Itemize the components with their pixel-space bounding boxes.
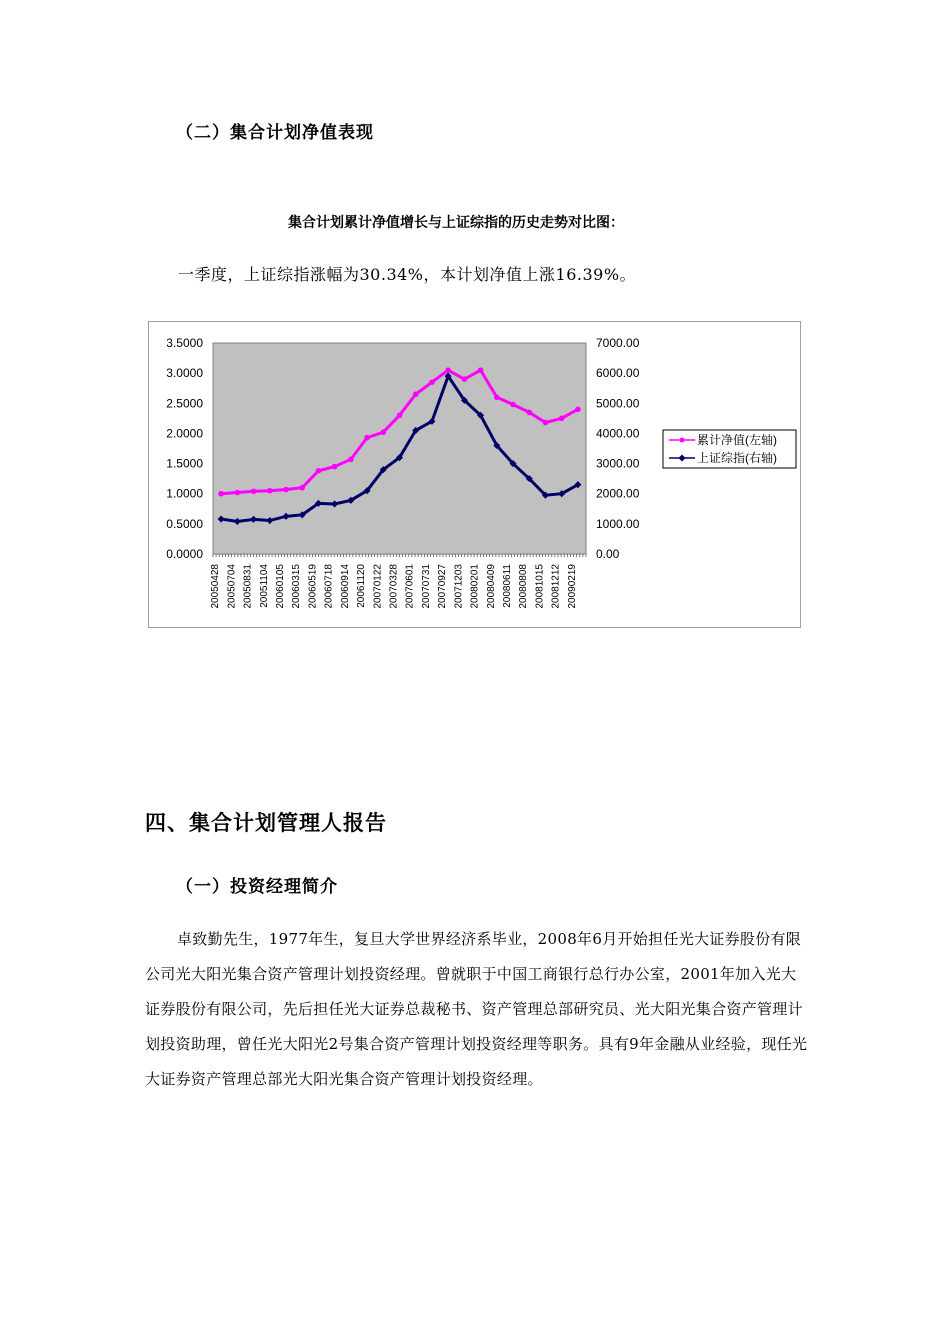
y-left-tick-label: 1.0000 [166,486,203,501]
x-tick-label: 20080409 [485,564,497,609]
section-heading-manager-report: 四、集合计划管理人报告 [145,811,387,835]
series-point-nav [218,491,224,497]
series-point-nav [559,416,565,422]
y-right-tick-label: 5000.00 [596,396,640,411]
legend-label-0: 累计净值(左轴) [697,433,777,447]
y-left-tick-label: 3.5000 [166,336,203,350]
x-tick-label: 20070601 [404,564,416,609]
series-point-nav [462,376,468,382]
y-right-tick-label: 2000.00 [596,486,640,501]
y-right-tick-label: 3000.00 [596,456,640,471]
x-tick-label: 20080808 [518,564,530,609]
y-left-tick-label: 2.0000 [166,426,203,441]
x-tick-label: 20081015 [534,564,546,609]
nav-vs-index-chart [149,322,800,627]
series-point-nav [267,488,273,494]
chart-caption: 集合计划累计净值增长与上证综指的历史走势对比图： [288,215,624,231]
x-tick-label: 20070122 [372,564,384,609]
x-tick-label: 20081212 [550,564,562,609]
x-tick-label: 20060519 [307,564,319,609]
series-point-nav [494,394,500,400]
series-point-nav [526,410,532,416]
series-point-nav [380,429,386,435]
x-tick-label: 20050831 [242,564,254,609]
x-tick-label: 20060718 [323,564,335,609]
x-tick-label: 20060914 [339,564,351,609]
x-tick-label: 20071203 [453,564,465,609]
x-tick-label: 20060315 [291,564,303,609]
section-heading-nav-performance: （二）集合计划净值表现 [176,123,374,143]
y-right-tick-label: 6000.00 [596,366,640,381]
series-point-nav [575,407,581,413]
y-left-tick-label: 1.5000 [166,456,203,471]
y-left-tick-label: 2.5000 [166,396,203,411]
series-point-nav [478,367,484,373]
y-right-tick-label: 4000.00 [596,426,640,441]
y-right-tick-label: 1000.00 [596,516,640,531]
x-tick-label: 20070328 [388,564,400,609]
series-point-nav [429,379,435,385]
legend-marker-nav [680,438,685,443]
section-heading-manager-intro: （一）投资经理简介 [176,877,338,897]
series-point-nav [510,402,516,408]
series-point-nav [235,490,241,496]
manager-bio: 卓致勤先生，1977年生，复旦大学世界经济系毕业，2008年6月开始担任光大证券股份有限公司光大阳光集合资产管理计划投资经理。曾就职于中国工商银行总行办公室，2001年加入光大证券股份有限公司，先后担任光大证券总裁秘书、资产管理总部研究员、光大阳光集合资产管理计划投资助理，曾任光大阳光2号集合资产管理计划投资经理等职务。具有9年金融从业经验，现任光大证券资产管理总部光大阳光集合资产管理计划投资经理。 [145,930,808,1088]
series-point-nav [348,457,354,463]
x-tick-label: 20050428 [210,564,222,609]
series-point-nav [332,464,338,470]
y-left-tick-label: 3.0000 [166,366,203,381]
x-tick-label: 20090219 [566,564,578,609]
series-point-nav [543,420,549,426]
x-tick-label: 20061120 [356,564,368,608]
series-point-nav [364,435,370,441]
x-tick-label: 20070731 [420,564,432,609]
series-point-nav [445,367,451,373]
y-right-tick-label: 0.00 [596,547,620,561]
series-point-nav [316,468,322,474]
series-point-nav [397,413,403,419]
x-tick-label: 20060105 [274,564,286,609]
series-point-nav [283,487,289,493]
y-left-tick-label: 0.5000 [166,516,203,531]
x-tick-label: 20050704 [226,564,238,609]
chart-container [148,321,801,628]
y-right-tick-label: 7000.00 [596,336,640,350]
y-left-tick-label: 0.0000 [166,547,203,561]
legend-label-1: 上证综指(右轴) [697,451,777,465]
series-point-nav [251,489,257,495]
x-tick-label: 20070927 [437,564,449,609]
series-point-nav [413,391,419,397]
quarter-summary: 一季度，上证综指涨幅为30.34%，本计划净值上涨16.39%。 [178,265,637,284]
series-point-nav [299,485,305,491]
x-tick-label: 20051104 [258,564,270,608]
x-tick-label: 20080201 [469,564,481,609]
x-tick-label: 20080611 [502,564,514,608]
